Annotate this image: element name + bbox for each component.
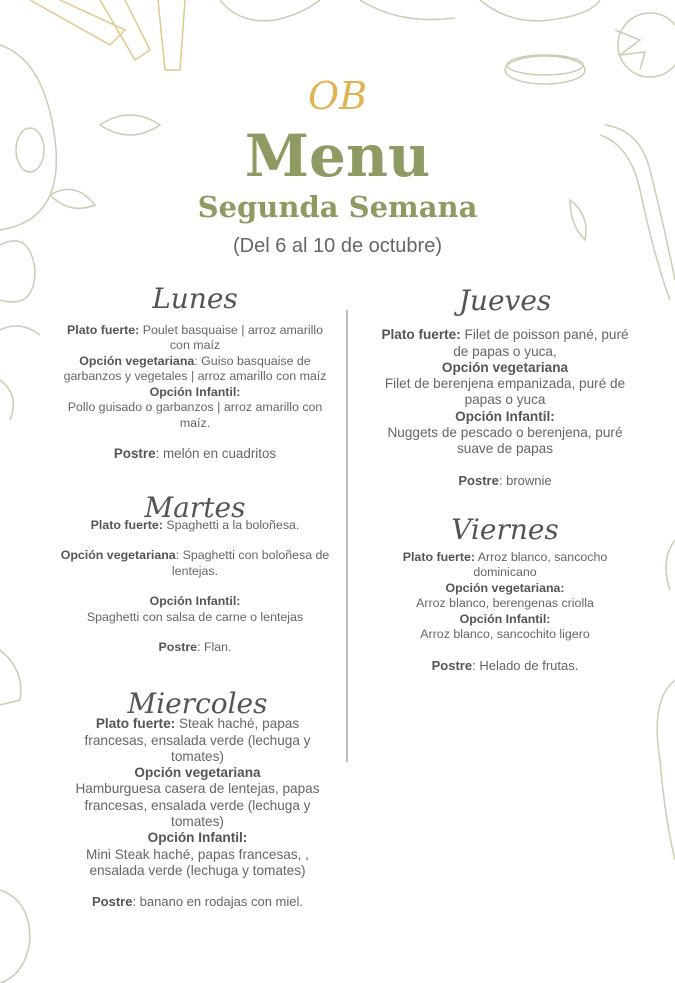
day-title-miercoles: Miercoles — [127, 687, 268, 720]
plato-fuerte-miercoles — [70, 716, 325, 765]
postre-martes — [55, 640, 335, 656]
vegetariana-lunes — [60, 354, 330, 385]
vegetariana-label: Opción vegetariana — [79, 353, 195, 368]
infantil-text: Nuggets de pescado o berenjena, puré suave de papas — [387, 425, 623, 457]
postre-viernes — [385, 658, 625, 674]
infantil-label: Opción Infantil: — [459, 611, 551, 626]
infantil-label: Opción Infantil: — [149, 594, 241, 608]
infantil-label: Opción Infantil: — [149, 384, 241, 399]
vegetariana-label: Opción vegetariana — [60, 548, 176, 562]
vegetariana-text: : Guiso basquaise de garbanzos y vegetales | arroz amarillo con maíz — [63, 353, 327, 383]
day-title-martes: Martes — [144, 491, 246, 524]
infantil-label: Opción Infantil: — [455, 408, 555, 424]
postre-label: Postre — [91, 894, 133, 910]
plato-fuerte-label: Plato fuerte: — [67, 322, 140, 337]
vegetariana-label: Opción vegetariana: — [445, 580, 565, 595]
plato-fuerte-martes — [55, 518, 335, 534]
plato-fuerte-label: Plato fuerte: — [90, 517, 163, 532]
vegetariana-label: Opción vegetariana — [134, 765, 261, 781]
day-title-viernes: Viernes — [451, 513, 559, 546]
infantil-text: Pollo guisado o garbanzos | arroz amarillo con maíz. — [67, 400, 323, 430]
plato-fuerte-label: Plato fuerte: — [402, 549, 476, 564]
day-lunes — [60, 282, 330, 462]
vegetariana-text: Hamburguesa casera de lentejas, papas francesas, ensalada verde (lechuga y tomates) — [75, 781, 320, 830]
plato-fuerte-label: Plato fuerte: — [95, 716, 176, 732]
postre-label: Postre — [431, 657, 473, 673]
infantil-text: Arroz blanco, sancochito ligero — [420, 627, 590, 641]
day-miercoles — [70, 687, 325, 911]
day-title-lunes: Lunes — [152, 282, 238, 315]
page-subtitle: Segunda Semana — [197, 190, 478, 224]
infantil-text: Mini Steak haché, papas francesas, , ensalada verde (lechuga y tomates) — [86, 846, 309, 878]
postre-lunes — [60, 446, 330, 462]
postre-text: : melón en cuadritos — [155, 446, 277, 461]
plato-fuerte-text: Spaghetti a la boloñesa. — [166, 517, 300, 532]
postre-text: : Helado de frutas. — [472, 657, 579, 673]
postre-text: : brownie — [498, 472, 552, 488]
day-jueves — [380, 284, 630, 489]
brand-logo: OB — [307, 74, 368, 118]
postre-jueves — [380, 473, 630, 489]
plato-fuerte-text: Arroz blanco, sancocho dominicano — [473, 549, 608, 579]
vegetariana-martes — [55, 548, 335, 579]
plato-fuerte-text: Filet de poisson pané, puré de papas o yuca, — [453, 327, 629, 359]
vegetariana-text: Arroz blanco, berengenas criolla — [416, 596, 594, 610]
plato-fuerte-label: Plato fuerte: — [381, 327, 461, 343]
date-range: (Del 6 al 10 de octubre) — [232, 235, 442, 257]
plato-fuerte-jueves — [380, 327, 630, 360]
plato-fuerte-text: Steak haché, papas francesas, ensalada verde (lechuga y tomates) — [84, 716, 311, 764]
column-divider — [346, 310, 348, 762]
vegetariana-label: Opción vegetariana — [441, 359, 569, 375]
postre-label: Postre — [158, 640, 198, 654]
postre-label: Postre — [458, 472, 499, 488]
postre-label: Postre — [113, 446, 156, 461]
day-title-jueves: Jueves — [458, 284, 552, 317]
plato-fuerte-viernes — [385, 550, 625, 581]
infantil-text: Spaghetti con salsa de carne o lentejas — [86, 609, 304, 624]
postre-miercoles — [70, 894, 325, 910]
postre-text: : banano en rodajas con miel. — [132, 894, 304, 910]
day-viernes — [385, 513, 625, 673]
day-martes — [55, 491, 335, 656]
infantil-label: Opción Infantil: — [147, 830, 248, 846]
page-title: Menu — [244, 122, 431, 190]
plato-fuerte-lunes — [60, 323, 330, 354]
vegetariana-text: Filet de berenjena empanizada, puré de papas o yuca — [384, 376, 626, 408]
plato-fuerte-text: Poulet basquaise | arroz amarillo con maíz — [142, 322, 323, 352]
postre-text: : Flan. — [197, 640, 232, 654]
vegetariana-text: : Spaghetti con boloñesa de lentejas. — [171, 548, 330, 578]
